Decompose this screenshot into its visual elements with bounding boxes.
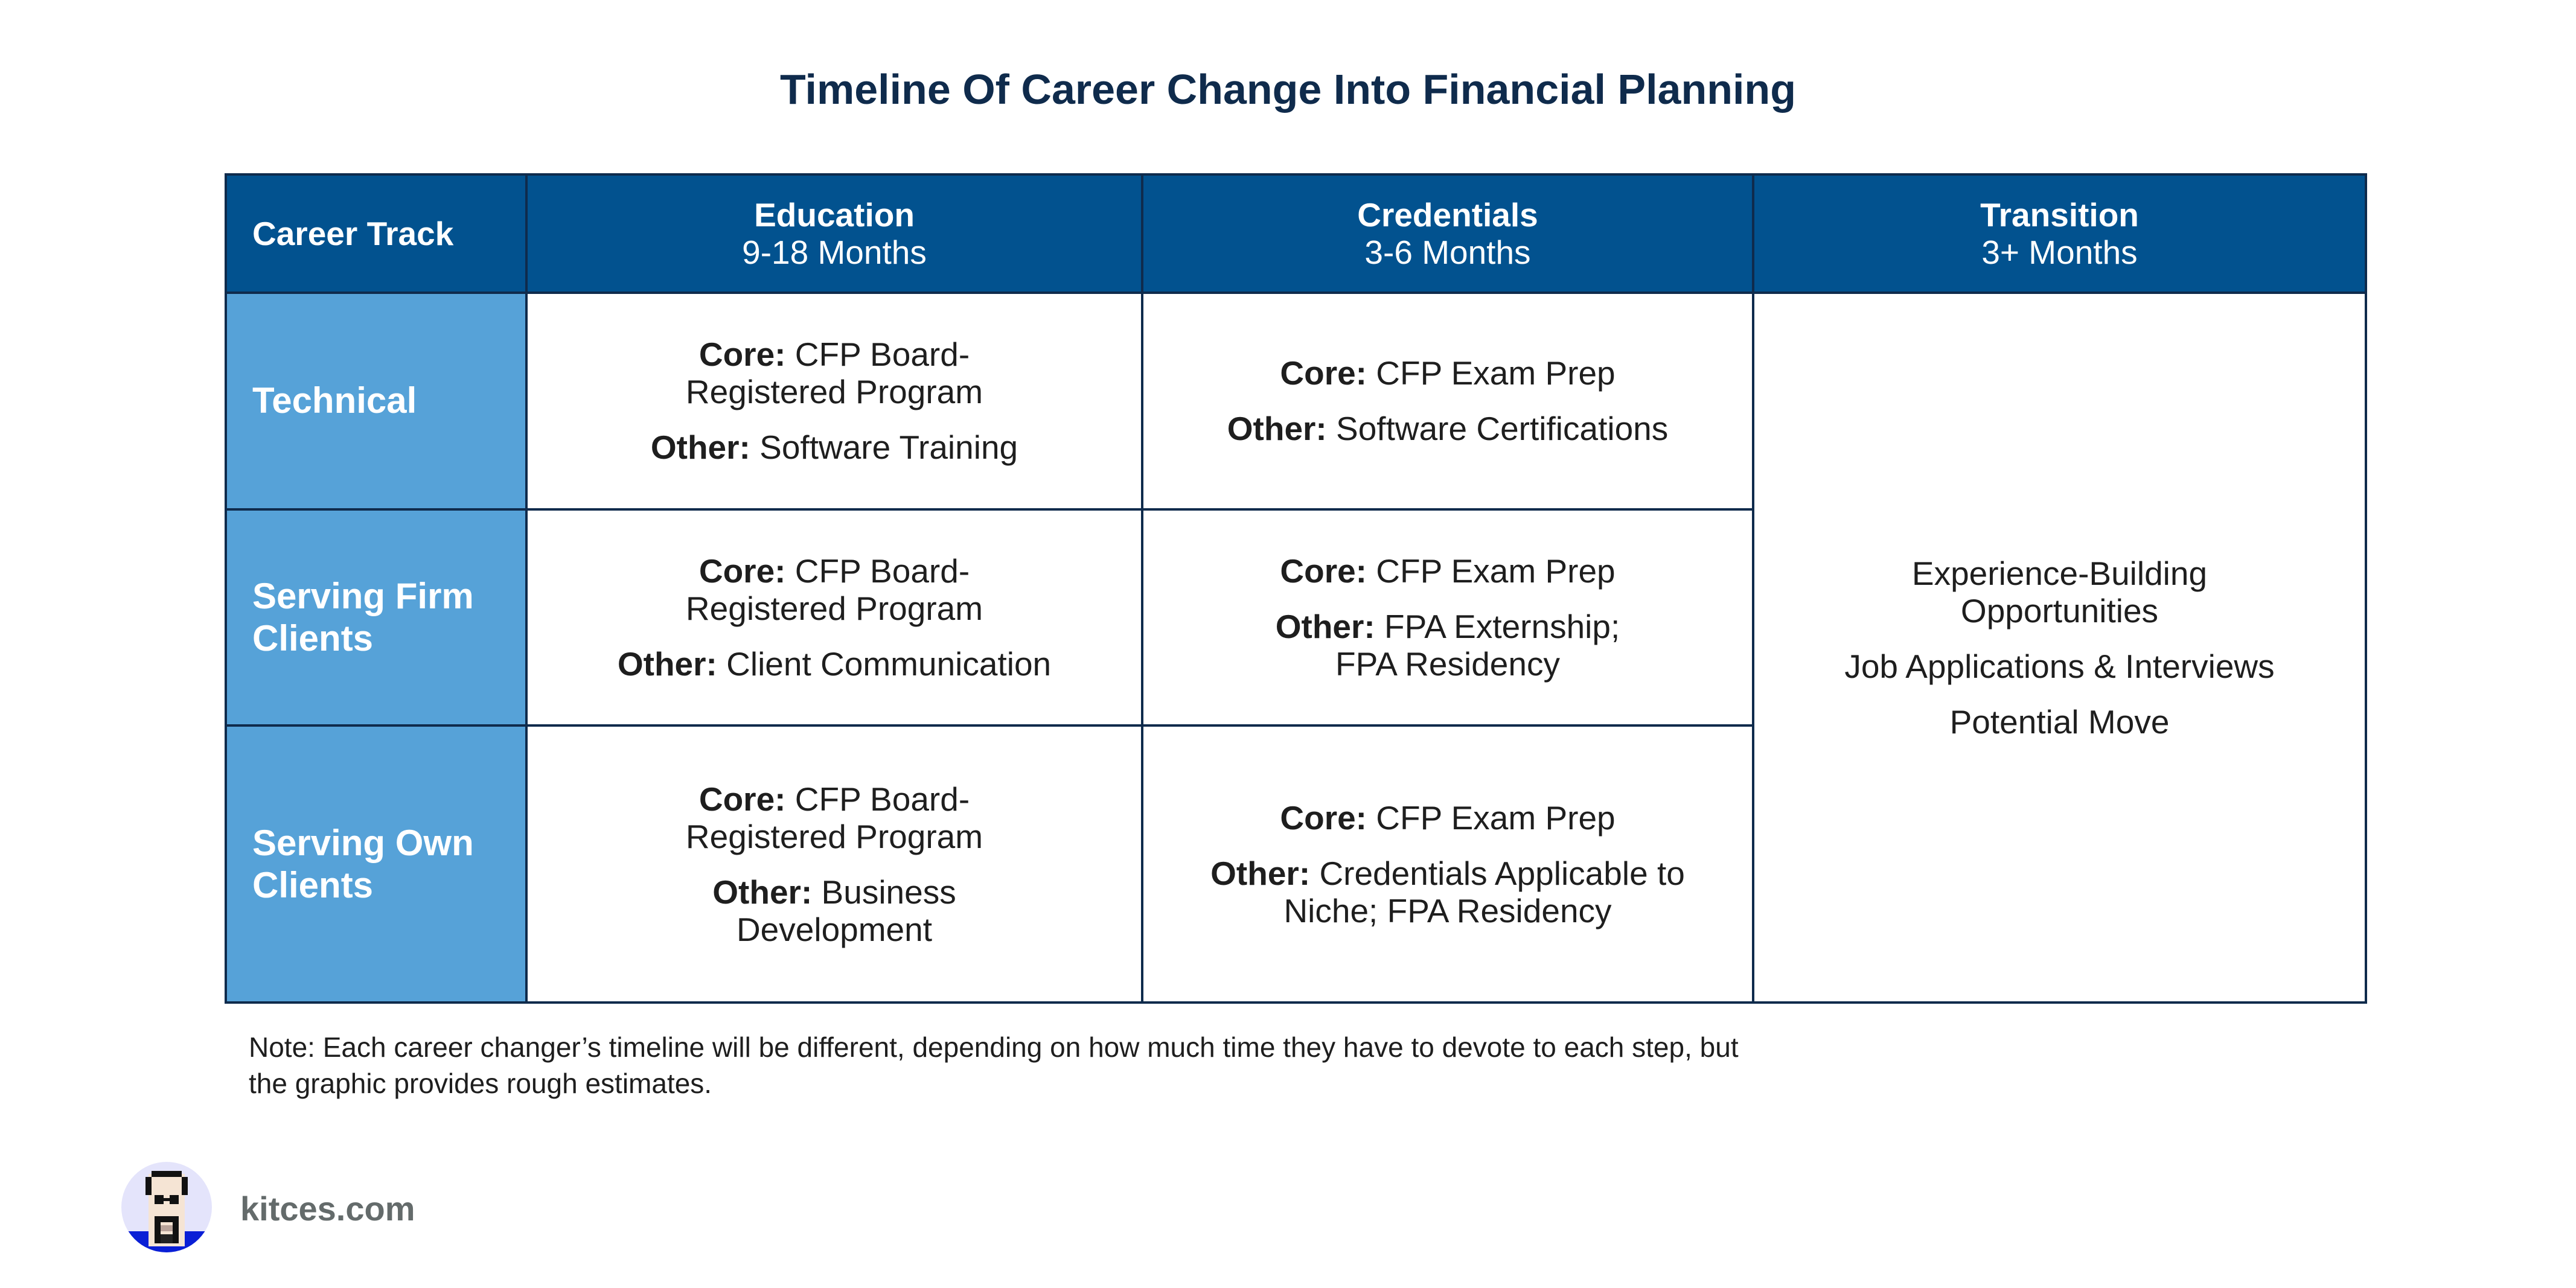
header-duration: 3+ Months <box>1981 234 2138 271</box>
other-label: Other: <box>1227 410 1327 448</box>
header-credentials <box>1142 174 1753 293</box>
table-row <box>226 293 2366 509</box>
credentials-cell <box>1142 725 1753 1003</box>
credentials-cell <box>1142 293 1753 509</box>
track-serving-own-clients <box>226 725 526 1003</box>
track-label: Technical <box>252 380 417 421</box>
other-value: Business Development <box>736 873 956 948</box>
education-cell <box>526 293 1142 509</box>
header-duration: 9-18 Months <box>742 234 927 271</box>
core-value: CFP Exam Prep <box>1376 799 1616 837</box>
credentials-cell <box>1142 509 1753 726</box>
header-label: Education <box>754 196 915 234</box>
other-label: Other: <box>650 429 750 467</box>
education-cell <box>526 509 1142 726</box>
other-label: Other: <box>1210 854 1311 892</box>
other-value: Software Training <box>759 429 1018 467</box>
core-label: Core: <box>698 552 786 590</box>
core-value: CFP Exam Prep <box>1376 354 1616 392</box>
other-label: Other: <box>617 645 717 683</box>
core-value: CFP Board-Registered Program <box>685 780 983 855</box>
header-career-track: Career Track <box>226 174 526 293</box>
core-value: CFP Exam Prep <box>1376 552 1616 590</box>
footnote: Note: Each career changer’s timeline will be different, depending on how much time they have to devote to each step, but the graphic provides rough estimates. <box>249 1031 1739 1099</box>
other-value: Client Communication <box>726 645 1052 683</box>
brand-name: kitces.com <box>240 1190 415 1228</box>
education-cell <box>526 725 1142 1003</box>
core-label: Core: <box>1280 552 1367 590</box>
transition-item: Job Applications & Interviews <box>1844 648 2275 685</box>
core-label: Core: <box>1280 799 1367 837</box>
track-label: Serving Firm Clients <box>252 575 474 658</box>
core-value: CFP Board-Registered Program <box>685 336 983 411</box>
other-label: Other: <box>1275 607 1375 645</box>
other-label: Other: <box>712 873 813 911</box>
other-value: FPA Externship; FPA Residency <box>1335 607 1620 683</box>
page-title: Timeline Of Career Change Into Financial Planning <box>780 66 1796 113</box>
header-duration: 3-6 Months <box>1364 234 1531 271</box>
header-row <box>226 174 2366 293</box>
track-serving-firm-clients <box>226 509 526 726</box>
header-education <box>526 174 1142 293</box>
other-value: Credentials Applicable to Niche; FPA Residency <box>1283 854 1685 929</box>
timeline-table <box>225 173 2367 1004</box>
core-value: CFP Board-Registered Program <box>685 552 983 627</box>
track-label: Serving Own Clients <box>252 822 474 905</box>
transition-item: Potential Move <box>1949 703 2170 741</box>
header-label: Transition <box>1980 196 2139 234</box>
transition-item: Experience-Building Opportunities <box>1911 555 2208 630</box>
transition-cell <box>1753 293 2366 1003</box>
other-value: Software Certifications <box>1336 410 1669 448</box>
avatar-icon <box>121 1162 212 1252</box>
track-technical <box>226 293 526 509</box>
core-label: Core: <box>1280 354 1367 392</box>
header-transition <box>1753 174 2366 293</box>
core-label: Core: <box>698 336 786 374</box>
core-label: Core: <box>698 780 786 818</box>
header-label: Credentials <box>1357 196 1538 234</box>
